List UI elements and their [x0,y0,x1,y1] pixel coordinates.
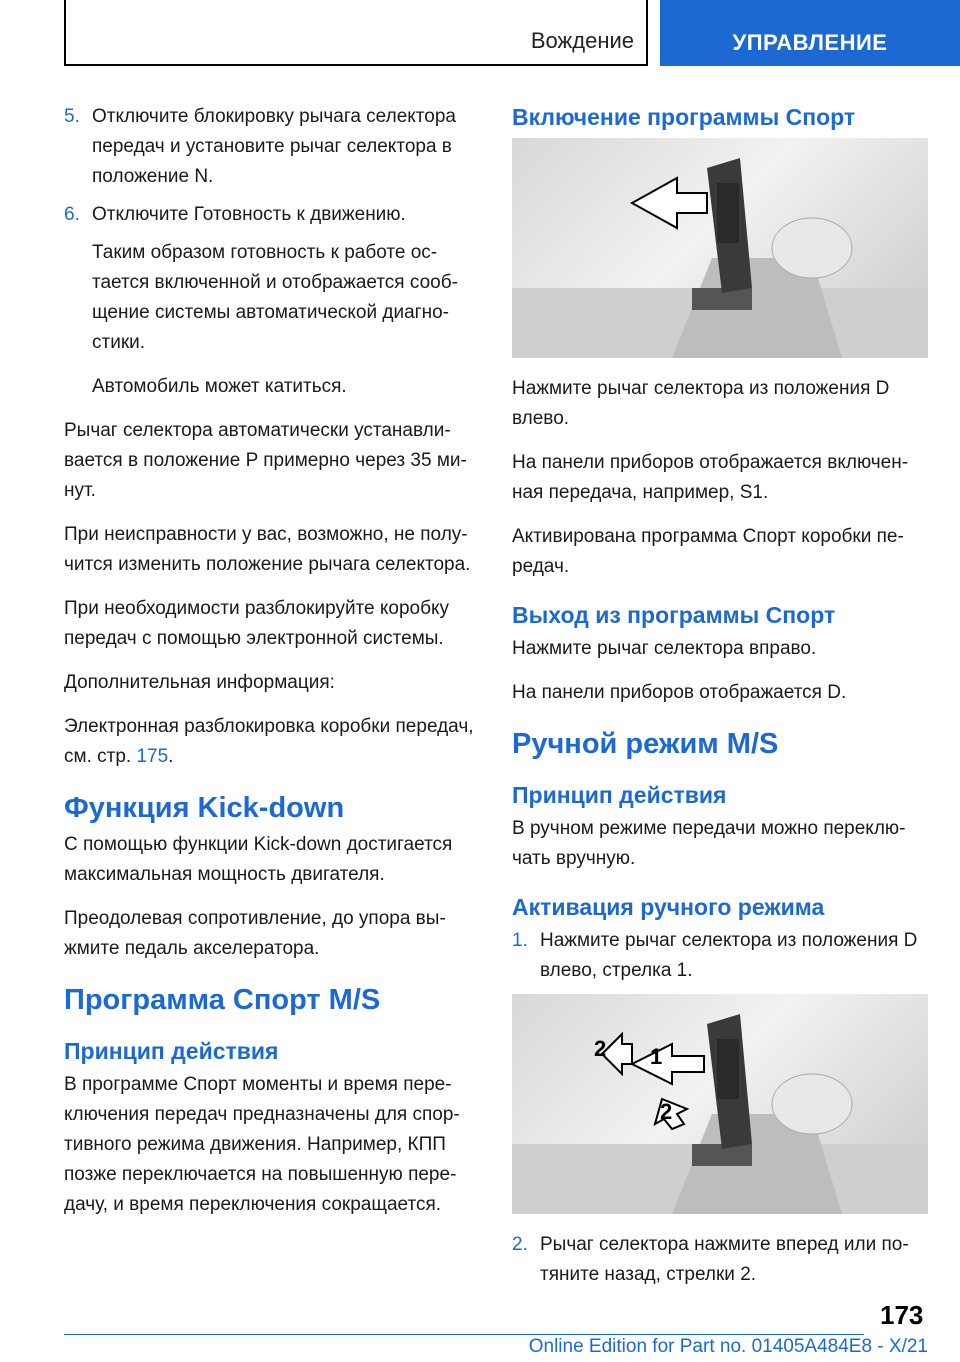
page-reference-link[interactable]: 175 [136,746,169,767]
section-title-sport: Программа Спорт M/S [64,984,381,1016]
paragraph: На панели приборов отображается включенная передача, например, S1. [512,452,909,503]
section-title-manual: Ручной режим M/S [512,728,779,760]
paragraph: Таким образом готовность к работе остается включенной и отображается сообщение системы автоматической диагностики. [92,242,458,353]
list-number: 1. [512,930,528,951]
paragraph: Дополнительная информация: [64,672,335,693]
list-item [64,102,482,192]
list-item [512,926,928,986]
paragraph: Нажмите рычаг селектора вправо. [512,638,817,659]
arrow-label-1: 1 [650,1044,663,1069]
paragraph: Автомобиль может катиться. [92,376,347,397]
paragraph-text: Электронная разблокировка коробки передач, см. стр. [64,716,474,767]
subsection-title: Принцип действия [64,1038,279,1064]
right-column [512,102,928,1298]
gear-selector-arrows-illustration [512,994,928,1214]
section-title-sport-off: Выход из программы Спорт [512,602,836,628]
section-title-sport-on: Включение программы Спорт [512,104,856,130]
header-section-title: Вождение [530,28,634,53]
paragraph: При необходимости разблокируйте коробку передач с помощью электронной системы. [64,598,450,649]
page-number: 173 [880,1300,924,1330]
list-text: Рычаг селектора нажмите вперед или потяните назад, стрелки 2. [540,1234,909,1285]
list-text: Отключите Готовность к движению. [92,204,406,225]
section-title-kickdown: Функция Kick-down [64,792,345,824]
list-item [64,200,482,230]
gear-selector-arrows-image [512,994,928,1214]
header-chapter-box [660,0,960,66]
footer-edition: Online Edition for Part no. 01405A484E8 - X/21 [528,1336,928,1357]
header-section-box [64,0,648,66]
left-column [64,102,482,1234]
paragraph: Нажмите рычаг селектора из положения D влево. [512,378,890,429]
paragraph: С помощью функции Kick-down достигается максимальная мощность двигателя. [64,834,453,885]
list-text: Нажмите рычаг селектора из положения D влево, стрелка 1. [540,930,918,981]
header-chapter-title: УПРАВЛЕНИЕ [732,30,888,55]
list-number: 6. [64,204,80,225]
list-number: 2. [512,1234,528,1255]
paragraph: Активирована программа Спорт коробки передач. [512,526,904,577]
paragraph: Преодолевая сопротивление, до упора выжмите педаль акселератора. [64,908,446,959]
gear-selector-image [512,138,928,358]
list-number: 5. [64,106,80,127]
arrow-label-2: 2 [594,1036,607,1061]
paragraph: В программе Спорт моменты и время переключения передач предназначены для спортивного режима движения. Например, КПП позже переключается на повышенную передачу, и время переключения сокращается. [64,1074,460,1215]
footer-divider [64,1334,864,1335]
subsection-title: Принцип действия [512,782,727,808]
paragraph: В ручном режиме передачи можно переключать вручную. [512,818,906,869]
list-text: Отключите блокировку рычага селектора передач и установите рычаг селектора в положение N. [92,106,456,187]
gear-selector-illustration [512,138,928,358]
paragraph: На панели приборов отображается D. [512,682,847,703]
list-item [512,1230,928,1290]
paragraph: При неисправности у вас, возможно, не получится изменить положение рычага селектора. [64,524,471,575]
subsection-title-activation: Активация ручного режима [512,894,825,920]
arrow-label-2: 2 [660,1099,673,1124]
paragraph: Рычаг селектора автоматически устанавливается в положение P примерно через 35 минут. [64,420,467,501]
paragraph-end: . [168,746,174,767]
paragraph-with-link [64,712,482,772]
